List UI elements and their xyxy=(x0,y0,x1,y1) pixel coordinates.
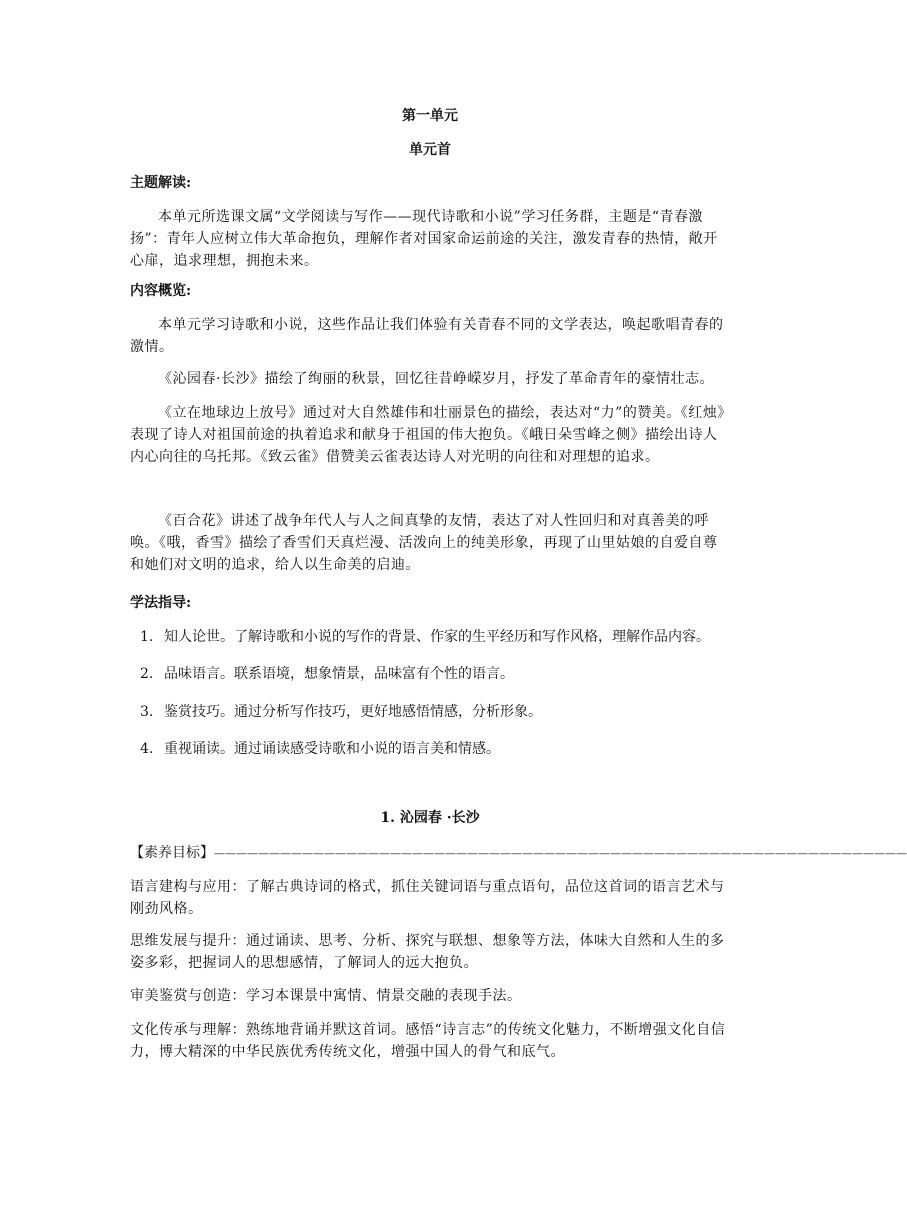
theme-heading: 主题解读: xyxy=(130,175,192,191)
overview-paragraph-2: 《沁园春·长沙》描绘了绚丽的秋景，回忆往昔峥嵘岁月，抒发了革命青年的豪情壮志。 xyxy=(158,371,714,387)
method-heading: 学法指导: xyxy=(130,595,192,611)
overview-paragraph-4: 《百合花》讲述了战争年代人与人之间真挚的友情，表达了对人性回归和对真善美的呼唤。《哦，香雪》描绘了香雪们天真烂漫、活泼向上的纯美形象，再现了山里姑娘的自爱自尊和她们对文明的追求，给人以生命美的启迪。 xyxy=(130,513,718,573)
theme-paragraph: 本单元所选课文属“文学阅读与写作——现代诗歌和小说”学习任务群，主题是“青春激扬”：青年人应树立伟大革命抱负，理解作者对国家命运前途的关注，激发青春的热情，敞开心扉，追求理想，拥抱未来。 xyxy=(130,209,718,269)
overview-paragraph-1: 本单元学习诗歌和小说，这些作品让我们体验有关青春不同的文学表达，唤起歌唱青春的激情。 xyxy=(130,317,724,355)
target-header xyxy=(130,843,907,864)
lesson-title: 1. 沁园春 ·长沙 xyxy=(380,810,480,826)
method-item xyxy=(140,664,740,684)
method-item-text: 知人论世。了解诗歌和小说的写作的背景、作家的生平经历和写作风格，理解作品内容。 xyxy=(164,629,710,645)
goal-paragraph: 文化传承与理解：熟练地背诵并默这首词。感悟“诗言志”的传统文化魅力，不断增强文化自信力，博大精深的中华民族优秀传统文化，增强中国人的骨气和底气。 xyxy=(130,1022,726,1060)
goal-paragraph: 思维发展与提升：通过诵读、思考、分析、探究与联想、想象等方法，体味大自然和人生的多姿多彩，把握词人的思想感情，了解词人的远大抱负。 xyxy=(130,933,725,971)
method-item xyxy=(140,702,740,722)
method-item-number: 2. xyxy=(140,666,154,682)
method-item-number: 3. xyxy=(140,704,154,720)
goal-paragraph: 语言建构与应用：了解古典诗词的格式，抓住关键词语与重点语句，品位这首词的语言艺术与刚劲风格。 xyxy=(130,879,725,917)
method-item-text: 重视诵读。通过诵读感受诗歌和小说的语言美和情感。 xyxy=(164,741,500,757)
method-item xyxy=(140,627,740,647)
target-label: 【素养目标】 xyxy=(130,845,214,861)
overview-paragraph-3: 《立在地球边上放号》通过对大自然雄伟和壮丽景色的描绘，表达对“力”的赞美。《红烛》表现了诗人对祖国前途的执着追求和献身于祖国的伟大抱负。《峨日朵雪峰之侧》描绘出诗人内心向往的乌托邦。《致云雀》借赞美云雀表达诗人对光明的向往和对理想的追求。 xyxy=(130,405,725,465)
method-item-text: 品味语言。联系语境，想象情景，品味富有个性的语言。 xyxy=(164,666,514,682)
goal-paragraph: 审美鉴赏与创造：学习本课景中寓情、情景交融的表现手法。 xyxy=(130,988,522,1004)
unit-subtitle: 单元首 xyxy=(409,142,451,158)
method-item-text: 鉴赏技巧。通过分析写作技巧，更好地感悟情感，分析形象。 xyxy=(164,704,542,720)
method-item-number: 1. xyxy=(140,629,154,645)
target-dashes: ——————————————————————————————————————————————————————————————— xyxy=(214,847,907,860)
unit-title: 第一单元 xyxy=(402,108,458,124)
method-item xyxy=(140,739,740,759)
method-item-number: 4. xyxy=(140,741,154,757)
overview-heading: 内容概览: xyxy=(130,283,192,299)
